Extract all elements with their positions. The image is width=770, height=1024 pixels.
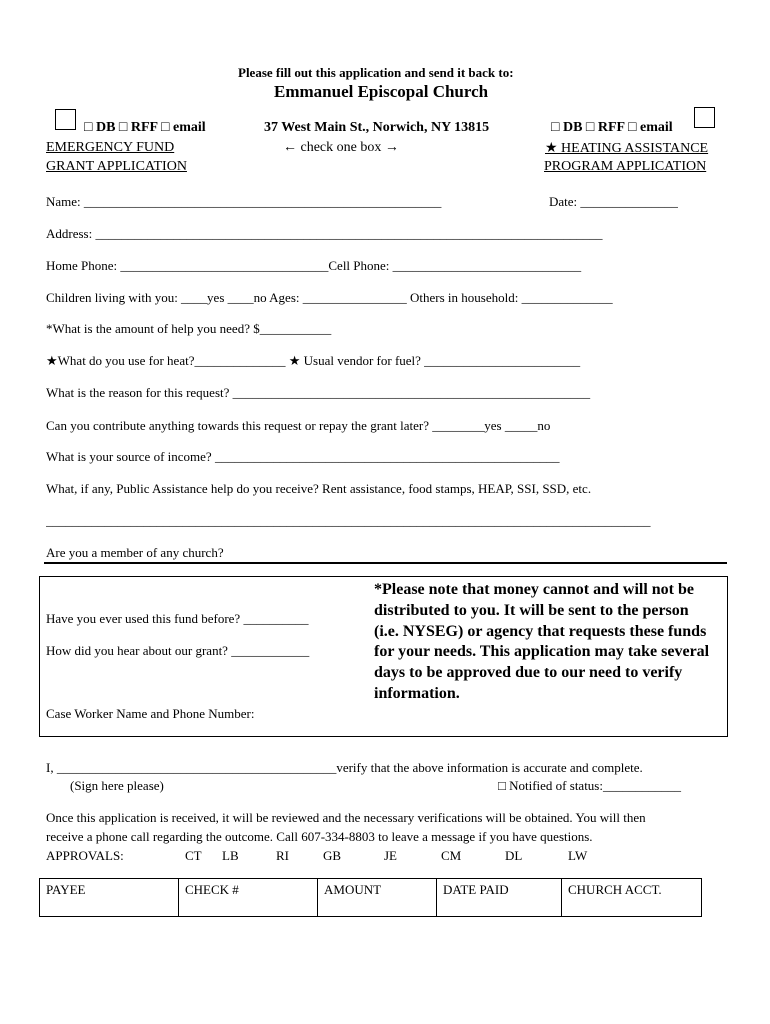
- church-name: Emmanuel Episcopal Church: [274, 82, 489, 101]
- header-instruction: Please fill out this application and send it back to:: [238, 65, 514, 80]
- approval-dl: DL: [505, 848, 523, 863]
- children-field[interactable]: Children living with you: ____yes ____no Ages: ________________ Others in household: ______________: [46, 290, 613, 305]
- program-application-title: PROGRAM APPLICATION: [544, 159, 707, 174]
- church-address: 37 West Main St., Norwich, NY 13815: [264, 120, 490, 135]
- check-number-header[interactable]: CHECK #: [179, 879, 318, 917]
- heating-assistance-title: ★ HEATING ASSISTANCE: [545, 141, 709, 156]
- closing-text-line1: Once this application is received, it will be reviewed and the necessary verifications will be obtained. You will then: [46, 810, 646, 825]
- name-field[interactable]: Name: _______________________________________________________: [46, 194, 442, 209]
- reason-field[interactable]: What is the reason for this request? _______________________________________________________: [46, 385, 591, 400]
- case-worker-field[interactable]: Case Worker Name and Phone Number:: [46, 706, 255, 721]
- church-member-field[interactable]: Are you a member of any church?: [46, 545, 224, 560]
- grant-application-title: GRANT APPLICATION: [46, 159, 187, 174]
- payment-table: [39, 878, 702, 917]
- emergency-fund-title: EMERGENCY FUND: [46, 140, 175, 155]
- right-options[interactable]: □ DB □ RFF □ email: [551, 120, 673, 135]
- check-one-box-hint: ← check one box →: [283, 140, 399, 155]
- left-options[interactable]: □ DB □ RFF □ email: [84, 120, 206, 135]
- date-paid-header[interactable]: DATE PAID: [437, 879, 562, 917]
- emergency-fund-checkbox[interactable]: [55, 109, 76, 130]
- date-field[interactable]: Date: _______________: [549, 194, 678, 209]
- amount-header[interactable]: AMOUNT: [318, 879, 437, 917]
- approval-gb: GB: [323, 848, 342, 863]
- approval-lw: LW: [568, 848, 588, 863]
- notified-status-field[interactable]: □ Notified of status:____________: [498, 778, 681, 793]
- used-fund-field[interactable]: Have you ever used this fund before? __________: [46, 611, 309, 626]
- payment-table-header-row: [40, 879, 702, 917]
- approval-je: JE: [384, 848, 397, 863]
- section-divider: [44, 562, 727, 564]
- contribute-field[interactable]: Can you contribute anything towards this request or repay the grant later? ________yes _____no: [46, 418, 551, 433]
- phone-fields[interactable]: Home Phone: ________________________________Cell Phone: _____________________________: [46, 258, 582, 273]
- amount-field[interactable]: *What is the amount of help you need? $___________: [46, 321, 332, 336]
- sign-here-label: (Sign here please): [70, 778, 164, 793]
- public-assistance-question: What, if any, Public Assistance help do you receive? Rent assistance, food stamps, HEAP, SSI, SSD, etc.: [46, 481, 592, 496]
- income-field[interactable]: What is your source of income? _____________________________________________________: [46, 449, 560, 464]
- heard-about-field[interactable]: How did you hear about our grant? ____________: [46, 643, 310, 658]
- distribution-note: *Please note that money cannot and will not be distributed to you. It will be sent to the person (i.e. NYSEG) or agency that requests these funds for your needs. This application may take several days to be approved due to our need to verify information.: [374, 581, 710, 702]
- approval-ri: RI: [276, 848, 289, 863]
- address-field[interactable]: Address: ______________________________________________________________________________: [46, 226, 603, 241]
- approval-lb: LB: [222, 848, 239, 863]
- approval-cm: CM: [441, 848, 462, 863]
- heat-field[interactable]: ★What do you use for heat?______________ ★ Usual vendor for fuel? ________________________: [46, 353, 581, 368]
- approval-ct: CT: [185, 848, 202, 863]
- payee-header[interactable]: PAYEE: [40, 879, 179, 917]
- public-assistance-field[interactable]: _____________________________________________________________________________________________: [46, 513, 651, 528]
- heating-assistance-checkbox[interactable]: [694, 107, 715, 128]
- church-account-header[interactable]: CHURCH ACCT.: [562, 879, 702, 917]
- approvals-label: APPROVALS:: [46, 848, 124, 863]
- closing-text-line2: receive a phone call regarding the outcome. Call 607-334-8803 to leave a message if you have questions.: [46, 829, 593, 844]
- verify-signature-line[interactable]: I, ___________________________________________verify that the above information is accurate and complete.: [46, 760, 643, 775]
